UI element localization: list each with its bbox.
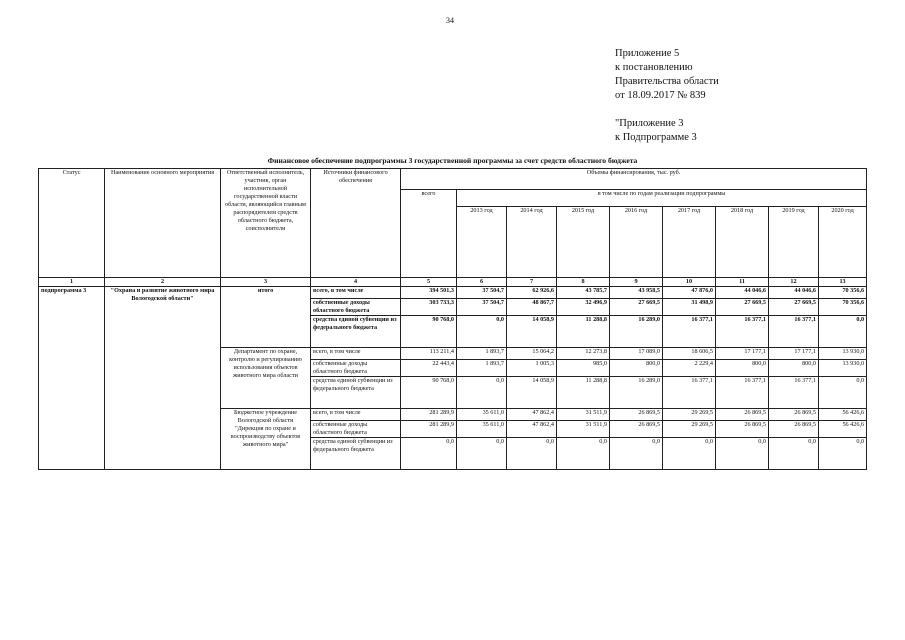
amount-year: 56 426,6 xyxy=(819,409,867,421)
amount-year: 0,0 xyxy=(716,438,769,470)
header-year: 2013 год xyxy=(457,207,507,278)
funding-source: собственные доходы областного бюджета xyxy=(311,360,401,377)
appendix-block xyxy=(615,47,719,145)
amount-year: 47 862,4 xyxy=(507,421,557,438)
amount-year: 16 377,1 xyxy=(716,316,769,348)
amount-year: 27 669,5 xyxy=(716,299,769,316)
funding-source: всего, в том числе xyxy=(311,287,401,299)
funding-source: средства единой субвенции из федерального бюджета xyxy=(311,377,401,409)
amount-year: 0,0 xyxy=(457,377,507,409)
amount-year: 31 498,9 xyxy=(663,299,716,316)
column-number: 3 xyxy=(221,278,311,287)
funding-source: собственные доходы областного бюджета xyxy=(311,299,401,316)
amount-year: 27 669,5 xyxy=(769,299,819,316)
amount-year: 26 869,5 xyxy=(716,409,769,421)
header-year: 2017 год xyxy=(663,207,716,278)
amount-year: 15 064,2 xyxy=(507,348,557,360)
funding-source: средства единой субвенции из федерального бюджета xyxy=(311,316,401,348)
amount-year: 1 893,7 xyxy=(457,360,507,377)
amount-year: 62 926,6 xyxy=(507,287,557,299)
amount-year: 800,0 xyxy=(769,360,819,377)
amount-year: 13 930,0 xyxy=(819,360,867,377)
amount-year: 0,0 xyxy=(819,316,867,348)
amount-year: 44 046,6 xyxy=(769,287,819,299)
amount-year: 43 785,7 xyxy=(557,287,610,299)
header-activity: Наименование основного мероприятия xyxy=(105,169,221,278)
amount-year: 17 177,1 xyxy=(716,348,769,360)
table-row xyxy=(39,287,867,299)
amount-year: 37 504,7 xyxy=(457,287,507,299)
amount-year: 35 611,0 xyxy=(457,421,507,438)
executor-name: Департамент по охране, контролю и регулированию использования объектов животного мира области xyxy=(221,348,311,409)
amount-year: 43 958,5 xyxy=(610,287,663,299)
amount-year: 26 869,5 xyxy=(769,421,819,438)
header-year: 2015 год xyxy=(557,207,610,278)
amount-year: 800,0 xyxy=(716,360,769,377)
amount-total: 281 289,9 xyxy=(401,409,457,421)
header-sources: Источники финансового обеспечения xyxy=(311,169,401,278)
amount-total: 0,0 xyxy=(401,438,457,470)
amount-year: 0,0 xyxy=(819,438,867,470)
funding-source: средства единой субвенции из федерального бюджета xyxy=(311,438,401,470)
amount-year: 14 058,9 xyxy=(507,316,557,348)
amount-year: 70 356,6 xyxy=(819,299,867,316)
amount-year: 44 046,6 xyxy=(716,287,769,299)
program-status: подпрограмма 3 xyxy=(39,287,105,470)
amount-year: 12 273,8 xyxy=(557,348,610,360)
amount-year: 1 893,7 xyxy=(457,348,507,360)
amount-year: 2 229,4 xyxy=(663,360,716,377)
appendix-line: Правительства области xyxy=(615,76,719,87)
amount-year: 13 930,0 xyxy=(819,348,867,360)
amount-year: 29 269,5 xyxy=(663,409,716,421)
appendix-line: к Подпрограмме 3 xyxy=(615,132,697,143)
amount-total: 113 211,4 xyxy=(401,348,457,360)
header-year: 2020 год xyxy=(819,207,867,278)
appendix-line: "Приложение 3 xyxy=(615,118,684,129)
amount-year: 47 876,0 xyxy=(663,287,716,299)
header-year: 2019 год xyxy=(769,207,819,278)
program-activity: "Охрана и развитие животного мира Вологодской области" xyxy=(105,287,221,470)
amount-year: 17 177,1 xyxy=(769,348,819,360)
header-by-years: в том числе по годам реализации подпрограммы xyxy=(457,190,867,207)
amount-year: 16 377,1 xyxy=(769,377,819,409)
amount-year: 1 005,3 xyxy=(507,360,557,377)
amount-year: 0,0 xyxy=(819,377,867,409)
appendix-line: от 18.09.2017 № 839 xyxy=(615,90,706,101)
amount-year: 0,0 xyxy=(507,438,557,470)
column-number: 7 xyxy=(507,278,557,287)
amount-year: 26 869,5 xyxy=(610,421,663,438)
column-number: 9 xyxy=(610,278,663,287)
amount-year: 11 288,8 xyxy=(557,316,610,348)
amount-total: 90 768,0 xyxy=(401,377,457,409)
amount-year: 31 511,9 xyxy=(557,409,610,421)
column-number: 12 xyxy=(769,278,819,287)
amount-year: 26 869,5 xyxy=(769,409,819,421)
amount-year: 27 669,5 xyxy=(610,299,663,316)
amount-year: 48 867,7 xyxy=(507,299,557,316)
appendix-line: Приложение 5 xyxy=(615,48,680,59)
amount-total: 303 733,3 xyxy=(401,299,457,316)
executor-total: итого xyxy=(221,287,311,348)
amount-year: 14 058,9 xyxy=(507,377,557,409)
header-volumes: Объемы финансирования, тыс. руб. xyxy=(401,169,867,190)
column-number: 4 xyxy=(311,278,401,287)
column-number: 5 xyxy=(401,278,457,287)
column-number: 13 xyxy=(819,278,867,287)
financing-table xyxy=(38,168,867,470)
header-year: 2016 год xyxy=(610,207,663,278)
executor-name: Бюджетное учреждение Вологодской области "Дирекция по охране и воспроизводству объектов животного мира" xyxy=(221,409,311,470)
amount-year: 0,0 xyxy=(769,438,819,470)
page-number: 34 xyxy=(446,16,454,25)
amount-total: 90 768,0 xyxy=(401,316,457,348)
column-number: 8 xyxy=(557,278,610,287)
amount-year: 32 496,9 xyxy=(557,299,610,316)
amount-total: 22 443,4 xyxy=(401,360,457,377)
amount-year: 37 504,7 xyxy=(457,299,507,316)
amount-year: 0,0 xyxy=(457,316,507,348)
header-year: 2014 год xyxy=(507,207,557,278)
amount-year: 16 377,1 xyxy=(663,377,716,409)
amount-year: 800,0 xyxy=(610,360,663,377)
amount-year: 0,0 xyxy=(663,438,716,470)
amount-year: 18 606,5 xyxy=(663,348,716,360)
column-number: 1 xyxy=(39,278,105,287)
amount-year: 985,0 xyxy=(557,360,610,377)
amount-year: 56 426,6 xyxy=(819,421,867,438)
column-number: 6 xyxy=(457,278,507,287)
funding-source: собственные доходы областного бюджета xyxy=(311,421,401,438)
amount-total: 281 289,9 xyxy=(401,421,457,438)
header-year: 2018 год xyxy=(716,207,769,278)
amount-year: 31 511,9 xyxy=(557,421,610,438)
amount-year: 16 377,1 xyxy=(663,316,716,348)
column-number: 10 xyxy=(663,278,716,287)
amount-year: 35 611,0 xyxy=(457,409,507,421)
amount-year: 0,0 xyxy=(457,438,507,470)
amount-year: 16 289,0 xyxy=(610,377,663,409)
amount-year: 17 089,0 xyxy=(610,348,663,360)
amount-year: 16 377,1 xyxy=(716,377,769,409)
amount-year: 16 289,0 xyxy=(610,316,663,348)
amount-year: 0,0 xyxy=(557,438,610,470)
column-number: 2 xyxy=(105,278,221,287)
funding-source: всего, в том числе xyxy=(311,409,401,421)
amount-year: 70 356,6 xyxy=(819,287,867,299)
document-title: Финансовое обеспечение подпрограммы 3 государственной программы за счет средств областного бюджета xyxy=(267,156,638,165)
amount-year: 11 288,8 xyxy=(557,377,610,409)
amount-year: 26 869,5 xyxy=(610,409,663,421)
header-status: Статус xyxy=(39,169,105,278)
column-number: 11 xyxy=(716,278,769,287)
amount-year: 29 269,5 xyxy=(663,421,716,438)
funding-source: всего, в том числе xyxy=(311,348,401,360)
amount-year: 0,0 xyxy=(610,438,663,470)
amount-year: 47 862,4 xyxy=(507,409,557,421)
appendix-line: к постановлению xyxy=(615,62,693,73)
amount-total: 394 501,3 xyxy=(401,287,457,299)
amount-year: 26 869,5 xyxy=(716,421,769,438)
amount-year: 16 377,1 xyxy=(769,316,819,348)
header-executor: Ответственный исполнитель, участник, орган исполнительной государственной власти области, являющийся главным распорядителем средств областного бюджета, соисполнители xyxy=(221,169,311,278)
header-total: всего xyxy=(401,190,457,278)
